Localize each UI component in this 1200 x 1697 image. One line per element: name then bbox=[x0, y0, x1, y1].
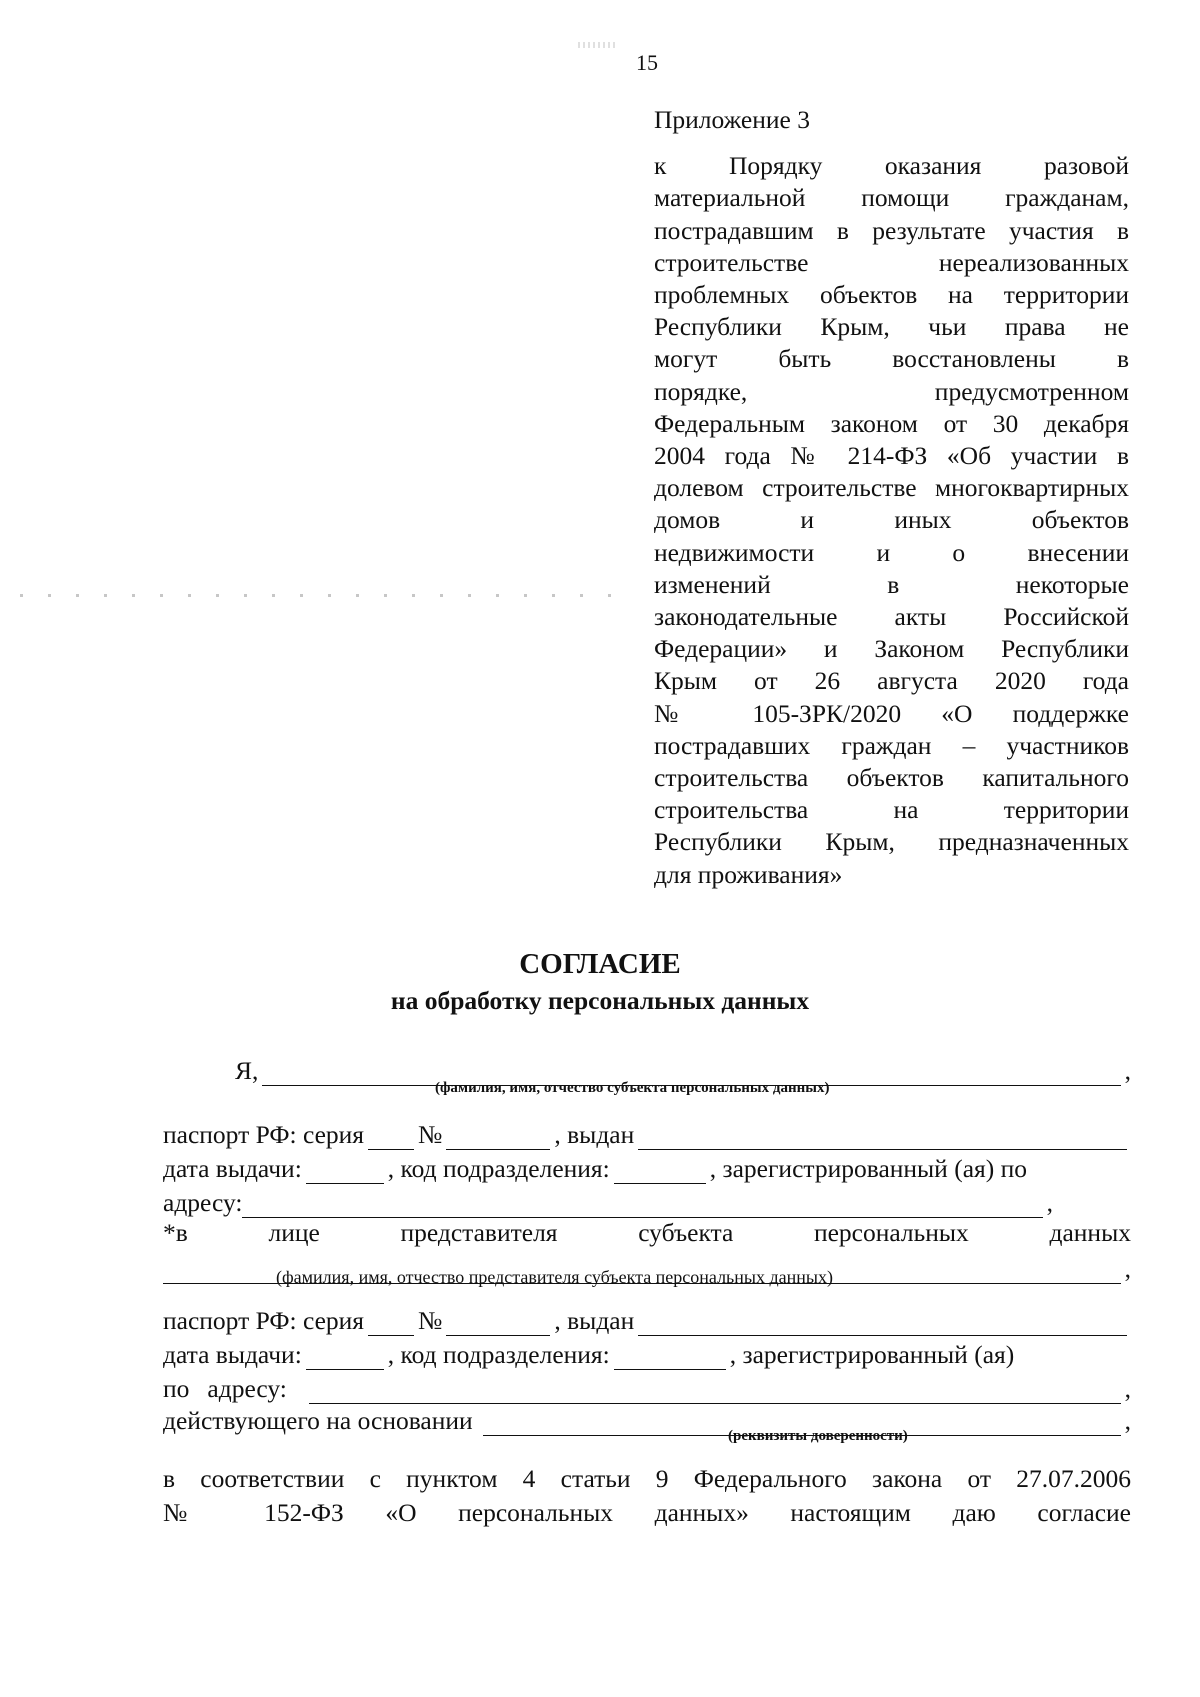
appendix-line: материальной помощи гражданам, bbox=[654, 183, 1129, 213]
appendix-line: недвижимости и о внесении bbox=[654, 537, 1129, 567]
appendix-line: строительстве нереализованных bbox=[654, 247, 1129, 277]
division-code-label: , код подразделения: bbox=[387, 1340, 610, 1369]
address-row-representative bbox=[163, 1370, 1131, 1404]
appendix-line: законодательные акты Российской bbox=[654, 602, 1129, 632]
basis-label: действующего на основании bbox=[163, 1406, 473, 1435]
consent-text bbox=[163, 1462, 1131, 1530]
appendix-line: Республики Крым, предназначенных bbox=[654, 827, 1129, 857]
appendix-line: 2004 года № 214-ФЗ «Об участии в bbox=[654, 441, 1129, 471]
appendix-line: пострадавшим в результате участия в bbox=[654, 215, 1129, 245]
representative-word: лице bbox=[268, 1218, 320, 1247]
document-subtitle: на обработку персональных данных bbox=[390, 986, 810, 1015]
passport-row-representative bbox=[163, 1302, 1131, 1336]
address-label: адресу: bbox=[207, 1374, 287, 1403]
page-number: 15 bbox=[636, 50, 658, 75]
representative-word: *в bbox=[163, 1218, 188, 1247]
passport-issued-by-field[interactable] bbox=[638, 1311, 1127, 1336]
appendix-title: Приложение 3 bbox=[654, 105, 810, 134]
appendix-line: долевом строительстве многоквартирных bbox=[654, 473, 1129, 503]
issue-row-representative bbox=[163, 1336, 1131, 1370]
representative-word: представителя bbox=[400, 1218, 558, 1247]
representative-word: персональных bbox=[813, 1218, 969, 1247]
appendix-line: Республики Крым, чьи права не bbox=[654, 312, 1129, 342]
scan-dotted-line bbox=[20, 594, 630, 597]
passport-number-field[interactable] bbox=[446, 1311, 550, 1336]
address-label: адресу: bbox=[163, 1188, 243, 1217]
division-code-label: , код подразделения: bbox=[387, 1154, 610, 1183]
appendix-line: строительства объектов капитального bbox=[654, 763, 1129, 793]
passport-issued-label: , выдан bbox=[554, 1306, 635, 1335]
appendix-line: проблемных объектов на территории bbox=[654, 280, 1129, 310]
issue-date-label: дата выдачи: bbox=[163, 1154, 302, 1183]
appendix-line: порядке, предусмотренном bbox=[654, 376, 1129, 406]
passport-number-field[interactable] bbox=[446, 1125, 550, 1150]
basis-row bbox=[163, 1402, 1131, 1436]
appendix-line: № 105-ЗРК/2020 «О поддержке bbox=[654, 698, 1129, 728]
issue-row-subject bbox=[163, 1150, 1131, 1184]
appendix-line: для проживания» bbox=[654, 859, 843, 889]
appendix-line: строительства на территории bbox=[654, 795, 1129, 825]
appendix-line: пострадавших граждан – участников bbox=[654, 730, 1129, 760]
representative-word: данных bbox=[1049, 1218, 1131, 1247]
subject-suffix: , bbox=[1124, 1056, 1131, 1085]
passport-issued-label: , выдан bbox=[554, 1120, 635, 1149]
appendix-line: могут быть восстановлены в bbox=[654, 344, 1129, 374]
appendix-line: Федерации» и Законом Республики bbox=[654, 634, 1129, 664]
division-code-field[interactable] bbox=[614, 1159, 706, 1184]
issue-date-field[interactable] bbox=[306, 1159, 384, 1184]
address-suffix: , bbox=[1124, 1374, 1131, 1403]
appendix-line: домов и иных объектов bbox=[654, 505, 1129, 535]
issue-date-label: дата выдачи: bbox=[163, 1340, 302, 1369]
passport-number-label: № bbox=[418, 1306, 443, 1335]
passport-series-field[interactable] bbox=[368, 1125, 414, 1150]
registered-label: , зарегистрированный (ая) по bbox=[709, 1154, 1028, 1183]
issue-date-field[interactable] bbox=[306, 1345, 384, 1370]
representative-name-caption: (фамилия, имя, отчество представителя субъекта персональных данных) bbox=[276, 1267, 833, 1287]
passport-row-subject bbox=[163, 1116, 1131, 1150]
address-po-label: по bbox=[163, 1374, 190, 1403]
passport-series-field[interactable] bbox=[368, 1311, 414, 1336]
representative-word: субъекта bbox=[638, 1218, 734, 1247]
appendix-line: Крым от 26 августа 2020 года bbox=[654, 666, 1129, 696]
appendix-line: к Порядку оказания разовой bbox=[654, 151, 1129, 181]
consent-text-line: № 152-ФЗ «О персональных данных» настоящим даю согласие bbox=[163, 1498, 1131, 1527]
consent-text-line: в соответствии с пунктом 4 статьи 9 Федерального закона от 27.07.2006 bbox=[163, 1464, 1131, 1493]
registered-label: , зарегистрированный (ая) bbox=[729, 1340, 1015, 1369]
representative-suffix: , bbox=[1124, 1254, 1131, 1283]
division-code-field[interactable] bbox=[614, 1345, 726, 1370]
scan-artifact bbox=[578, 42, 618, 48]
basis-caption: (реквизиты доверенности) bbox=[728, 1428, 908, 1444]
basis-suffix: , bbox=[1124, 1406, 1131, 1435]
passport-series-label: паспорт РФ: серия bbox=[163, 1306, 365, 1335]
appendix-line: изменений в некоторые bbox=[654, 569, 1129, 599]
address-suffix: , bbox=[1046, 1188, 1053, 1217]
appendix-block bbox=[654, 104, 1129, 891]
document-title: СОГЛАСИЕ bbox=[519, 948, 681, 980]
appendix-body bbox=[654, 150, 1129, 891]
subject-prefix: Я, bbox=[235, 1056, 259, 1085]
address-field[interactable] bbox=[309, 1379, 1121, 1404]
subject-name-caption: (фамилия, имя, отчество субъекта персональных данных) bbox=[435, 1080, 830, 1096]
representative-row bbox=[163, 1214, 1131, 1248]
passport-series-label: паспорт РФ: серия bbox=[163, 1120, 365, 1149]
address-row-subject bbox=[163, 1184, 1053, 1218]
appendix-line: Федеральным законом от 30 декабря bbox=[654, 408, 1129, 438]
passport-issued-by-field[interactable] bbox=[638, 1125, 1127, 1150]
passport-number-label: № bbox=[418, 1120, 443, 1149]
